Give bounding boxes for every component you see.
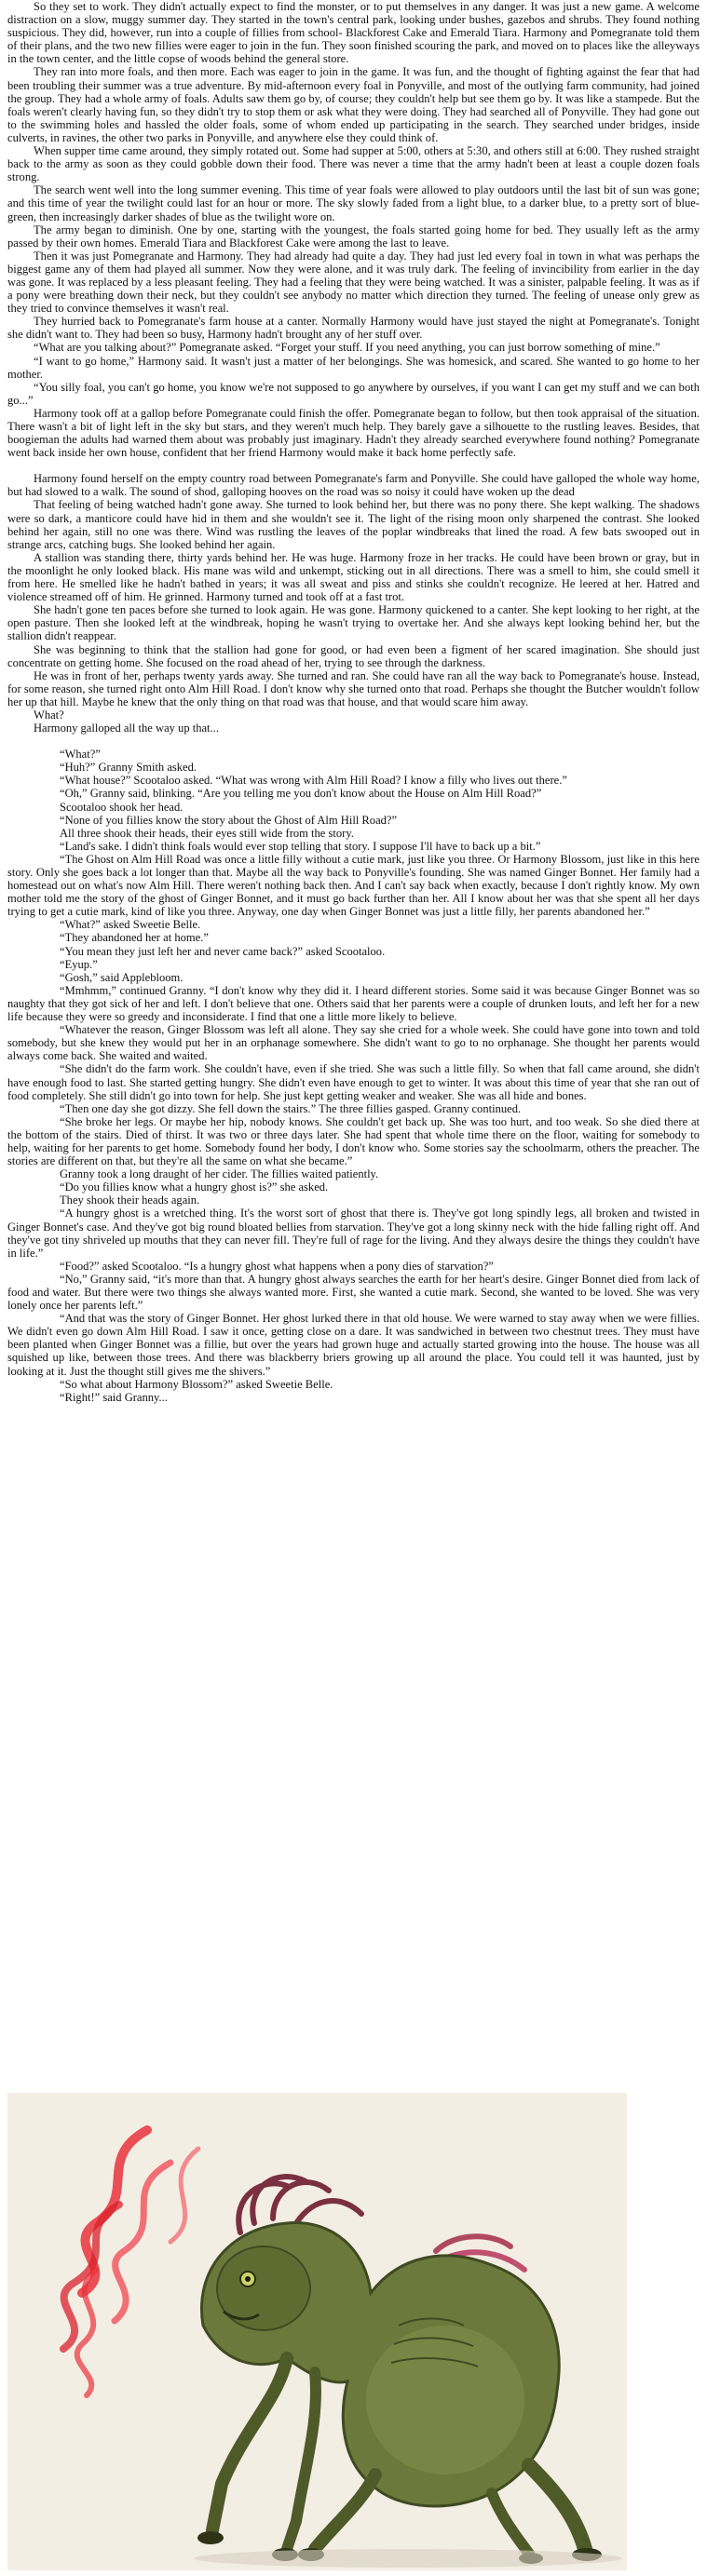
dialog-line: “Do you fillies know what a hungry ghost is?” she asked. — [60, 1180, 329, 1194]
dialog-line: They shook their heads again. — [60, 1194, 200, 1207]
paragraph: The search went well into the long summer evening. This time of year foals were allowed to play outdoors until the last bit of sun was gone; and this time of year the twilight could last for an hour or more. The sky slowly faded from a light blue, to a darker blue, to a pretty sort of blue-green, then increasingly darker shades of blue as the twilight wore on. — [7, 183, 700, 223]
ghost-body — [201, 2223, 559, 2506]
dialog-line: “Eyup.” — [60, 957, 98, 971]
dialog-line: “No,” Granny said, “it's more than that. A hungry ghost always searches the earth for her heart's desire. Ginger Bonnet died from lack of food and water. But there were two things she always wanted more. First, she wanted a cutie mark. Second, she wanted to be loved. She was very lonely once her parents left.” — [7, 1272, 700, 1313]
paragraph: “You silly foal, you can't go home, you know we're not supposed to go anywhere by ourselves, if you want I can get my stuff and we can both go...” — [7, 380, 700, 407]
dialog-line: “A hungry ghost is a wretched thing. It's the worst sort of ghost that there is. They've got long spindly legs, all broken and twisted in Ginger Bonnet's case. And they've got big round bloated bellies from starvation. They've got a long skinny neck with the hide falling right off. And they've got tiny shriveled up mouths that they can never fill. They're full of rage for the living. And they always desire the things they couldn't have in life.” — [7, 1207, 700, 1260]
paragraph: Then it was just Pomegranate and Harmony. They had already had quite a day. They had just led every foal in town in what was perhaps the biggest game any of them had played all summer. Now they were alone, and it was truly dark. The feeling of invincibility from earlier in the day was gone. It was replaced by a less pleasant feeling. They had a feeling that they were being watched. It was a sinister, palpable feeling. It was as if a pony were breathing down their neck, but they couldn't see anybody no matter which direction they turned. The feeling of unease only grew as they tried to convince themselves it wasn't real. — [7, 249, 700, 316]
dialog-line: “None of you fillies know the story about the Ghost of Alm Hill Road?” — [60, 813, 398, 827]
paragraph: A stallion was standing there, thirty yards behind her. He was huge. Harmony froze in her tracks. He could have been brown or gray, but in the moonlight he only looked black. His mane was wild and unkempt, sticking out in all directions. There was a smell to him, she could smell it from here. He smelled like he hadn't bathed in years; it was all sweat and piss and stinks she couldn't recognize. He leered at her. Hatred and violence streamed off of him. He grinned. Harmony turned and took off at a fast trot. — [7, 550, 700, 604]
paragraph: Harmony found herself on the empty country road between Pomegranate's farm and Ponyville. She could have galloped the whole way home, but had slowed to a walk. The sound of shod, galloping hooves on the road was so noisy it could have woken up the dead — [7, 472, 700, 499]
dialog-line: “Huh?” Granny Smith asked. — [60, 761, 197, 775]
story-section-1 — [7, 0, 700, 459]
dialog-line: “Land's sake. I didn't think foals would ever stop telling that story. I suppose I'll have to back up a bit.” — [60, 839, 541, 853]
dialog-line: All three shook their heads, their eyes still wide from the story. — [60, 826, 354, 840]
dialog-line: “Food?” asked Scootaloo. “Is a hungry ghost what happens when a pony dies of starvation?” — [60, 1259, 494, 1273]
dialog-line: “Whatever the reason, Ginger Blossom was left all alone. They say she cried for a whole week. She could have gone into town and told somebody, but she knew they would put her in an orphanage somewhere. She didn't want to go to no orphanage. She thought her parents would always come back. She waited and waited. — [7, 1023, 700, 1063]
flame-wisps — [63, 2130, 198, 2395]
dialog-line: “And that was the story of Ginger Bonnet. Her ghost lurked there in that old house. We were warned to stay away when we were fillies. We didn't even go down Alm Hill Road. I saw it once, getting close on a dare. It was sandwiched in between two chestnut trees. They must have been planted when Ginger Bonnet was a fillie, but over the years had grown huge and actually started growing into the house. The house was all squished up like, between those trees. And there was blackberry briers growing up all around the place. You could tell it was haunted, just by looking at it. Just the thought still gives me the shivers.” — [7, 1312, 700, 1378]
dialog-line: “They abandoned her at home.” — [60, 931, 209, 945]
paragraph: That feeling of being watched hadn't gone away. She turned to look behind her, but there was no pony there. She kept walking. The shadows were so dark, a manticore could have hid in them and she wouldn't see it. The light of the rising moon only sharpened the contrast. She looked behind her again, still no one was there. Wind was rustling the leaves of the poplar windbreaks that lined the road. A few bats swooped out in strange arcs, catching bugs. She looked behind her again. — [7, 498, 700, 551]
paragraph: The army began to diminish. One by one, starting with the youngest, the foals started going home for bed. They usually left as the army passed by their own homes. Emerald Tiara and Blackforest Cake were among the last to leave. — [7, 223, 700, 250]
paragraph: “I want to go home,” Harmony said. It wasn't just a matter of her belongings. She was homesick, and scared. She wanted to go home to her mother. — [7, 354, 700, 381]
dialog-line: “Gosh,” said Applebloom. — [60, 970, 184, 984]
dialog-line: “She broke her legs. Or maybe her hip, nobody knows. She couldn't get back up. She was too hurt, and too weak. So she died there at the bottom of the stairs. Died of thirst. It was two or three days later. She had spent that whole time there on the floor, waiting for somebody to help, waiting for her parents to get home. Somebody found her body, I don't know who. Some stories say the schoolmarm, others the preacher. The stories are different on that, but they're all the same on what she became.” — [7, 1114, 700, 1168]
paragraph: She hadn't gone ten paces before she turned to look again. He was gone. Harmony quickened to a canter. She kept looking to her right, at the open pasture. Then she looked left at the windbreak, hoping he wasn't trying to overtake her. And she always kept looking behind her, but the stallion didn't reappear. — [7, 603, 700, 643]
paragraph: When supper time came around, they simply rotated out. Some had supper at 5:00, others at 5:30, and others still at 6:00. They rushed straight back to the army as soon as they could gobble down their food. There was never a time that the army hadn't been at least a couple dozen foals strong. — [7, 144, 700, 184]
hungry-ghost-illustration — [7, 2093, 627, 2570]
story-section-3 — [7, 748, 700, 1404]
paragraph: Harmony galloped all the way up that... — [34, 722, 219, 735]
paragraph: They ran into more foals, and then more. Each was eager to join in the game. It was fun, and the thought of fighting against the fear that had been troubling their summer was a true adventure. By mid-afternoon every foal in Ponyville, and most of the outlying farm community, had joined the group. They had a whole army of foals. Adults saw them go by, of course; they couldn't help but see them go by. It was like a stampede. But the foals weren't clearly having fun, so they didn't try to stop them or ask what they were doing. They had searched all of Ponyville. They had gone out to the swimming holes and hassled the older foals, some of whom ended up participating in the search. They searched under bridges, inside culverts, in ravines, the other two parks in Ponyville, and anywhere else they could think of. — [7, 65, 700, 144]
dialog-line: “What house?” Scootaloo asked. “What was wrong with Alm Hill Road? I know a filly who lives out there.” — [60, 774, 567, 788]
dialog-line: “Oh,” Granny said, blinking. “Are you telling me you don't know about the House on Alm Hill Road?” — [60, 787, 542, 801]
story-text — [7, 0, 700, 1404]
paragraph: “What are you talking about?” Pomegranate asked. “Forget your stuff. If you need anything, you can just borrow something of mine.” — [34, 341, 660, 355]
dialog-line: “Mmhmm,” continued Granny. “I don't know why they did it. I heard different stories. Some said it was because Ginger Bonnet was so naughty that they got sick of her and left. I don't believe that one. Others said that her parents were a couple of drunken louts, and left her for a new life because they were so greedy and inconsiderate. I find that one a little more likely to believe. — [7, 983, 700, 1024]
paragraph: He was in front of her, perhaps twenty yards away. She turned and ran. She could have ran all the way back to Pomegranate's house. Instead, for some reason, she turned right onto Alm Hill Road. I don't know why she turned onto that road. Perhaps she thought the Butcher wouldn't follow her up that hill. Maybe he knew that the only thing on that road was that house, and that would scare him away. — [7, 668, 700, 708]
paragraph: She was beginning to think that the stallion had gone for good, or had even been a figment of her scared imagination. She should just concentrate on getting home. She focused on the road ahead of her, trying to see through the darkness. — [7, 642, 700, 669]
dialog-line: “Right!” said Granny... — [60, 1390, 168, 1404]
paragraph: So they set to work. They didn't actually expect to find the monster, or to put themselves in any danger. It was just a new game. A welcome distraction on a slow, muggy summer day. They started in the town's central park, looking under bushes, gazebos and shrubs. They found nothing suspicious. They did, however, run into a couple of fillies from school- Blackforest Cake and Emerald Tiara. Harmony and Pomegranate told them of their plans, and the two new fillies were eager to join in the fun. They soon finished scouring the park, and moved on to places like the alleyways in the town center, and the little copse of woods behind the general store. — [7, 0, 700, 66]
dialog-line: “What?” — [60, 748, 101, 762]
paragraph: What? — [34, 708, 64, 722]
dialog-line: Scootaloo shook her head. — [60, 800, 184, 814]
hungry-ghost-drawing — [7, 2093, 627, 2570]
dialog-line: “You mean they just left her and never came back?” asked Scootaloo. — [60, 944, 386, 958]
paragraph: Harmony took off at a gallop before Pomegranate could finish the offer. Pomegranate began to follow, but then took appraisal of the situation. There wasn't a bit of light left in the sky but stars, and they weren't much help. They barely gave a silhouette to the rustling leaves. Besides, that boogieman the adults had warned them about was probably just imaginary. Hadn't they already searched everywhere found nothing? Pomegranate went back inside her own house, confident that her friend Harmony would make it back home perfectly safe. — [7, 406, 700, 460]
dialog-line: “So what about Harmony Blossom?” asked Sweetie Belle. — [60, 1377, 333, 1391]
paragraph: They hurried back to Pomegranate's farm house at a canter. Normally Harmony would have just stayed the night at Pomegranate's. Tonight she didn't want to. They had been so busy, Harmony hadn't brought any of her stuff over. — [7, 315, 700, 342]
dialog-line: “The Ghost on Alm Hill Road was once a little filly without a cutie mark, just like you three. Or Harmony Blossom, just like in this here story. Only she goes back a lot longer than that. Maybe all the way back to Ponyville's founding. She was named Ginger Bonnet. Her family had a homestead out on what's now Alm Hill. There weren't nothing back then. And I can't say back when exactly, because I don't rightly know. My own mother told me the story of the ghost of Ginger Bonnet, and it must go back further than her. All I know about her was that she spent all her days trying to get a cutie mark, kind of like you three. Anyway, one day when Ginger Bonnet was just a little filly, her parents abandoned her.” — [7, 852, 700, 919]
ground-shadow — [194, 2549, 622, 2568]
dialog-line: Granny took a long draught of her cider. The fillies waited patiently. — [60, 1167, 379, 1181]
dialog-line: “What?” asked Sweetie Belle. — [60, 918, 201, 932]
story-section-2 — [7, 472, 700, 735]
dialog-line: “Then one day she got dizzy. She fell down the stairs.” The three fillies gasped. Granny continued. — [60, 1101, 522, 1115]
dialog-line: “She didn't do the farm work. She couldn't have, even if she tried. She was such a little filly. So when that fall came around, she didn't have enough food to last. She started getting hungry. She didn't even have enough to get to winter. It was about this time of year that she ran out of food completely. She still didn't go into town for help. She just kept getting weaker and weaker. She was all hide and bones. — [7, 1062, 700, 1102]
